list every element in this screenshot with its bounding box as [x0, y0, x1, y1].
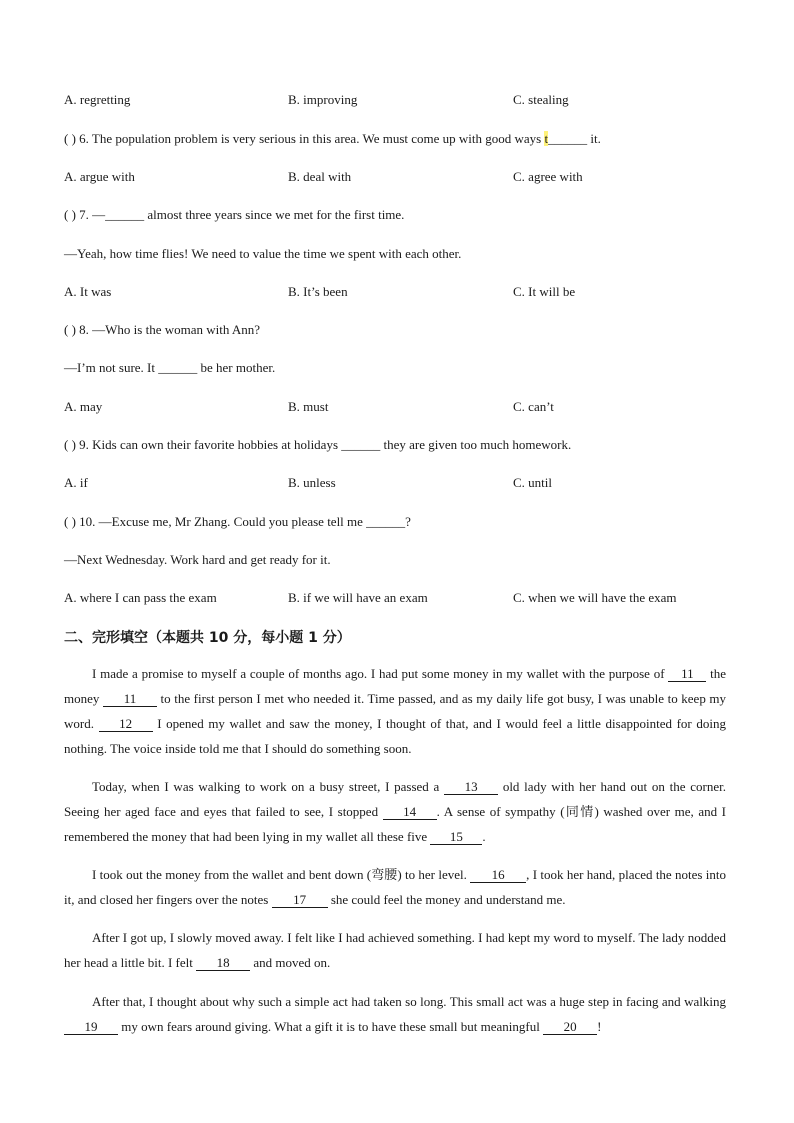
q9-option-c: C. until [513, 475, 553, 490]
blank-19[interactable]: 19 [64, 1019, 118, 1035]
q10-option-c: C. when we will have the exam [513, 590, 677, 605]
q5-option-a: A. regretting [64, 92, 131, 107]
q6-option-c: C. agree with [513, 169, 583, 184]
passage-paragraph-5: After that, I thought about why such a simple act had taken so long. This small act was a huge step in facing and walking 19 my own fears around giving. What a gift it is to have these small but meaningful 20 ! [64, 989, 726, 1039]
blank-15[interactable]: 15 [430, 829, 482, 845]
q5-option-c: C. stealing [513, 92, 569, 107]
q7-stem: ( ) 7. —______ almost three years since we met for the first time. [64, 207, 405, 222]
q6-option-a: A. argue with [64, 169, 135, 184]
passage-paragraph-4: After I got up, I slowly moved away. I felt like I had achieved something. I had kept my word to myself. The lady nodded her head a little bit. I felt 18 and moved on. [64, 930, 726, 970]
q8-stem: ( ) 8. —Who is the woman with Ann? [64, 322, 261, 337]
q8-reply: —I’m not sure. It ______ be her mother. [64, 360, 276, 375]
q10-option-b: B. if we will have an exam [288, 590, 428, 605]
q9-stem: ( ) 9. Kids can own their favorite hobbies at holidays ______ they are given too much homework. [64, 437, 572, 452]
passage-paragraph-1: I made a promise to myself a couple of months ago. I had put some money in my wallet with the purpose of 11 the money 11 to the first person I met who needed it. Time passed, and as my daily life got busy, I was unable to keep my word. 12 I opened my wallet and saw the money, I thought of that, and I would feel a little disappointed for doing nothing. The voice inside told me that I should do something soon. [64, 666, 726, 756]
q8-option-b: B. must [288, 399, 329, 414]
q10-reply: —Next Wednesday. Work hard and get ready for it. [64, 552, 331, 567]
q7-reply: —Yeah, how time flies! We need to value the time we spent with each other. [64, 246, 462, 261]
q7-option-c: C. It will be [513, 284, 576, 299]
q8-option-a: A. may [64, 399, 103, 414]
blank-16[interactable]: 16 [470, 867, 526, 883]
blank-18[interactable]: 18 [196, 955, 250, 971]
q9-option-a: A. if [64, 475, 88, 490]
q7-option-a: A. It was [64, 284, 112, 299]
blank-13[interactable]: 13 [444, 779, 498, 795]
blank-11b[interactable]: 11 [103, 691, 157, 707]
q6-stem: ( ) 6. The population problem is very serious in this area. We must come up with good ways t______ it. [64, 131, 601, 146]
highlight-mark: t [544, 131, 549, 146]
q5-option-b: B. improving [288, 92, 358, 107]
blank-17[interactable]: 17 [272, 892, 328, 908]
blank-11[interactable]: 11 [668, 666, 706, 682]
passage-paragraph-3: I took out the money from the wallet and bent down (弯腰) to her level. 16 , I took her hand, placed the notes into it, and closed her fingers over the notes 17 she could feel the money and understand me. [64, 867, 727, 907]
section-heading: 二、完形填空（本题共 10 分，每小题 1 分） [64, 630, 351, 646]
q10-option-a: A. where I can pass the exam [64, 590, 217, 605]
passage-paragraph-2: Today, when I was walking to work on a busy street, I passed a 13 old lady with her hand out on the corner. Seeing her aged face and eyes that failed to see, I stopped 14 . A sense of sympathy (同情) washed over me, and I remembered the money that had been lying in my wallet all these five 15 . [64, 779, 726, 844]
blank-12[interactable]: 12 [99, 716, 153, 732]
q8-option-c: C. can’t [513, 399, 554, 414]
blank-14[interactable]: 14 [383, 804, 437, 820]
q6-option-b: B. deal with [288, 169, 352, 184]
q7-option-b: B. It’s been [288, 284, 348, 299]
q9-option-b: B. unless [288, 475, 336, 490]
blank-20[interactable]: 20 [543, 1019, 597, 1035]
q10-stem: ( ) 10. —Excuse me, Mr Zhang. Could you please tell me ______? [64, 514, 411, 529]
